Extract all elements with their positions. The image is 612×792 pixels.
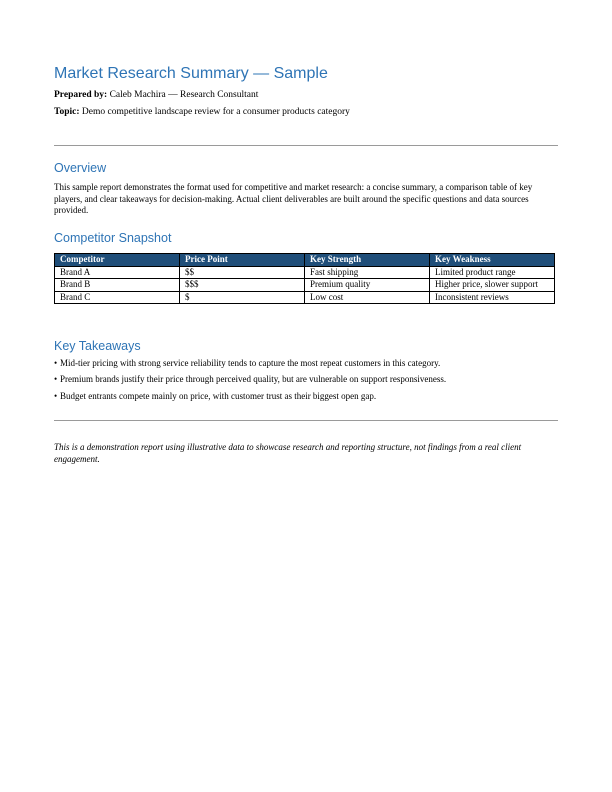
table-row xyxy=(55,279,555,292)
takeaway-text: Mid-tier pricing with strong service reliability tends to capture the most repeat customers in this category. xyxy=(60,358,441,368)
bullet-mark: • xyxy=(54,374,58,385)
overview-text: This sample report demonstrates the format used for competitive and market research: a concise summary, a comparison table of key players, and clear takeaways for decision-making. Actual client deliverables are built around the specific questions and data sources provided. xyxy=(54,182,533,215)
prepared-by-value: Caleb Machira — Research Consultant xyxy=(107,90,259,100)
competitor-table xyxy=(54,253,555,304)
column-header-key-weakness: Key Weakness xyxy=(430,254,555,267)
divider-bottom xyxy=(54,420,558,421)
overview-heading: Overview xyxy=(54,161,107,175)
prepared-by-label: Prepared by: xyxy=(54,90,108,100)
bullet-mark: • xyxy=(54,390,58,401)
table-cell: $$$ xyxy=(180,279,305,292)
table-cell: Fast shipping xyxy=(305,266,430,279)
takeaway-text: Budget entrants compete mainly on price, with customer trust as their biggest open gap. xyxy=(60,390,377,401)
topic-line xyxy=(54,107,350,117)
table-cell: Brand A xyxy=(55,266,180,279)
table-cell: $ xyxy=(180,291,305,304)
column-header-price-point: Price Point xyxy=(180,254,305,267)
table-cell: Low cost xyxy=(305,291,430,304)
table-cell: Premium quality xyxy=(305,279,430,292)
table-row xyxy=(55,291,555,304)
column-header-competitor: Competitor xyxy=(55,254,180,267)
disclaimer-note: This is a demonstration report using illustrative data to showcase research and reporting structure, not findings from a real client engagement. xyxy=(54,442,522,464)
table-cell: Brand C xyxy=(55,291,180,304)
list-item xyxy=(54,374,446,390)
key-takeaways-heading: Key Takeaways xyxy=(54,339,141,353)
table-header-row xyxy=(55,254,555,267)
divider-top xyxy=(54,145,558,146)
bullet-mark: • xyxy=(54,358,58,368)
table-cell: Higher price, slower support xyxy=(430,279,555,292)
table-cell: Brand B xyxy=(55,279,180,292)
table-cell: $$ xyxy=(180,266,305,279)
prepared-by-line xyxy=(54,90,258,100)
table-cell: Inconsistent reviews xyxy=(430,291,555,304)
document-title: Market Research Summary — Sample xyxy=(54,65,328,82)
takeaway-text: Premium brands justify their price through perceived quality, but are vulnerable on support responsiveness. xyxy=(60,374,447,385)
topic-value: Demo competitive landscape review for a consumer products category xyxy=(79,107,350,117)
topic-label: Topic: xyxy=(54,107,80,117)
takeaways-list xyxy=(54,358,446,407)
table-row xyxy=(55,266,555,279)
column-header-key-strength: Key Strength xyxy=(305,254,430,267)
competitor-snapshot-heading: Competitor Snapshot xyxy=(54,231,172,245)
list-item xyxy=(54,391,446,407)
list-item xyxy=(54,358,446,374)
table-cell: Limited product range xyxy=(430,266,555,279)
